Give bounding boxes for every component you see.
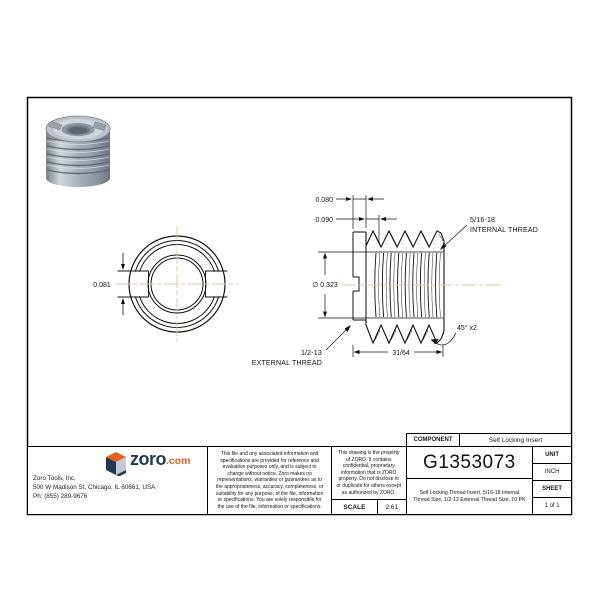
side-dim-bore-text: ∅ 0.323 xyxy=(312,282,338,289)
property-notice-cell xyxy=(331,447,406,514)
side-dim-chamfer-text: 45° x2 xyxy=(457,325,477,332)
component-label: COMPONENT xyxy=(407,434,460,446)
unit-label: UNIT xyxy=(533,447,571,464)
unit-value: INCH xyxy=(533,464,571,481)
title-block xyxy=(27,446,572,515)
unit-sheet-cell xyxy=(532,447,571,514)
internal-thread-label-line1: 5/16-18 xyxy=(470,217,496,224)
scale-value: 2.61 xyxy=(385,503,399,511)
company-name: Zoro Tools, Inc. xyxy=(33,475,76,482)
sheet-value: 1 of 1 xyxy=(544,503,560,509)
external-thread-label-line1: 1/2-13 xyxy=(300,350,322,357)
side-collar xyxy=(353,232,366,325)
internal-thread-label xyxy=(440,217,538,250)
side-dim-step2-text: 0.090 xyxy=(315,217,333,224)
disclaimer-cell xyxy=(207,447,331,514)
sheet-label: SHEET xyxy=(533,481,571,498)
side-dim-length-text: 31/64 xyxy=(392,350,410,357)
company-address xyxy=(33,474,155,501)
side-view xyxy=(252,195,538,367)
part-description: Self Locking Thread Insert, 5/16-18 Internal Thread Size, 1/2-13 External Thread Size, 10 PK xyxy=(413,489,526,503)
logo-com: .com xyxy=(166,455,191,467)
internal-thread-label-line2: INTERNAL THREAD xyxy=(470,227,538,234)
scale-row xyxy=(332,499,406,514)
property-notice-text: This drawing is the property of ZORO. It contains confidential, proprietary information that is ZORO property. Do not disclose to or duplicate for others except as authorized by ZORO. xyxy=(336,450,401,496)
part-number: G1353073 xyxy=(407,447,533,479)
company-phone: Ph: (855) 289-9676 xyxy=(33,493,88,501)
front-dim-slot-width-text: 0.081 xyxy=(93,282,111,289)
side-dim-length xyxy=(353,345,443,357)
external-thread-label xyxy=(252,325,351,367)
part-cell xyxy=(406,447,533,514)
component-value: Self Locking Insert xyxy=(488,436,543,444)
zoro-cube-icon xyxy=(106,452,126,476)
company-street: 500 W Madison St, Chicago, IL 60661, USA xyxy=(33,484,156,492)
logo-word: zoro xyxy=(130,449,166,469)
part-description-wrap xyxy=(407,479,533,514)
front-view xyxy=(93,226,238,342)
side-dim-bore xyxy=(312,253,338,318)
zoro-logo xyxy=(106,450,191,476)
logo-address-cell xyxy=(28,447,207,514)
insert-3d-render xyxy=(46,116,110,187)
disclaimer-text: This file and any associated information and specifications are provided for reference and evaluation purposes only, and is subject to change without notice. Zoro makes no representations, warranties or guarantees as to the appropriateness, accuracy, completeness, or suitability for any purpose, of the file, information or specifications. You are solely responsible for the use of the file, information or specifications. xyxy=(215,451,324,510)
external-thread-label-line2: EXTERNAL THREAD xyxy=(251,360,322,367)
component-row xyxy=(406,433,572,447)
scale-label: SCALE xyxy=(332,500,378,514)
side-dim-step1-text: 0.080 xyxy=(315,197,333,204)
